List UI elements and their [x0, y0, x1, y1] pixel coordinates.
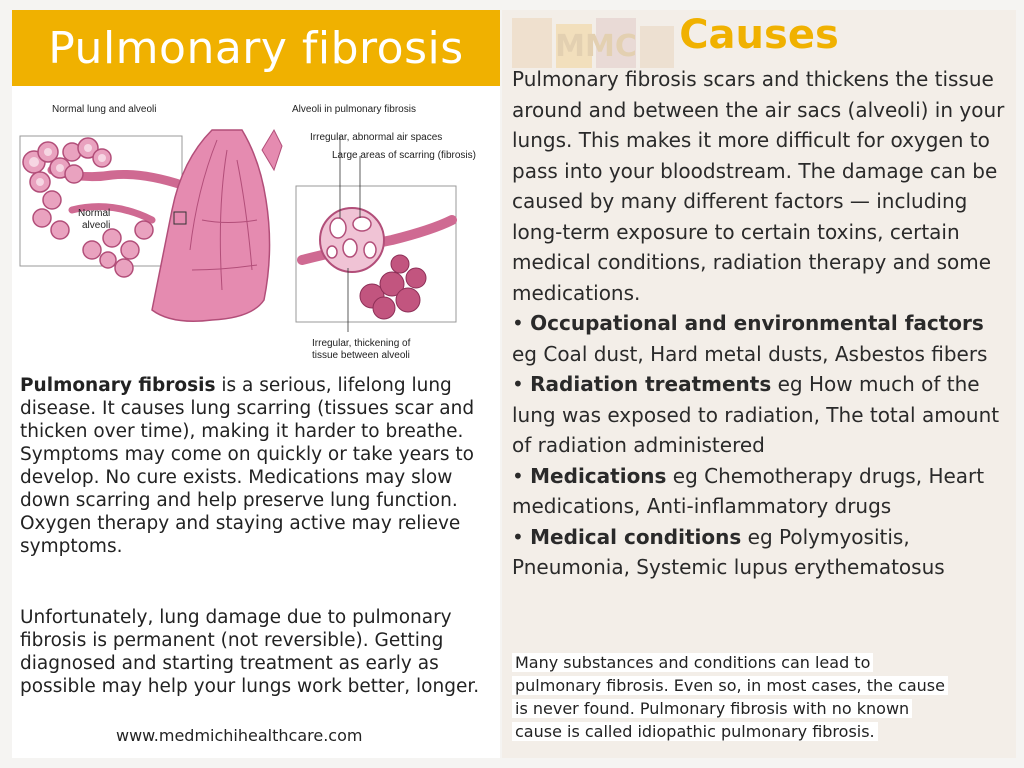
label-thickening-1: Irregular, thickening of — [312, 338, 411, 349]
bullet-occupational — [512, 308, 1014, 369]
website-url: www.medmichihealthcare.com — [116, 726, 363, 745]
bullet-title: Medical conditions — [530, 524, 742, 549]
lung-illustration — [12, 100, 500, 362]
idiopathic-note — [512, 651, 1006, 743]
label-scarring: Large areas of scarring (fibrosis) — [332, 150, 476, 161]
bullet-radiation — [512, 369, 1014, 461]
bullet-marker: • — [512, 463, 531, 488]
bullet-text: eg Chemotherapy drugs, Heart medications, Anti-inflammatory drugs — [512, 463, 985, 518]
right-panel — [502, 10, 1016, 758]
note-line: pulmonary fibrosis. Even so, in most cases, the cause — [512, 676, 948, 695]
bullet-text: eg Polymyositis, Pneumonia, Systemic lupus erythematosus — [512, 524, 945, 579]
bullet-marker: • — [512, 311, 531, 335]
lung-shape — [152, 130, 270, 321]
label-thickening-2: tissue between alveoli — [312, 350, 410, 361]
intro-term: Pulmonary fibrosis — [20, 375, 216, 396]
bullet-medical-conditions — [512, 522, 1014, 583]
bullet-marker: • — [512, 524, 531, 549]
note-line: Many substances and conditions can lead to — [512, 653, 873, 672]
trachea — [262, 130, 282, 170]
left-panel — [12, 10, 500, 758]
label-normal-heading: Normal lung and alveoli — [52, 104, 157, 115]
watermark-text: MMC — [555, 29, 637, 64]
label-irregular-spaces: Irregular, abnormal air spaces — [310, 132, 443, 143]
intro-text: is a serious, lifelong lung disease. It causes lung scarring (tissues scar and thicken over time), making it harder to breathe. Symptoms may come on quickly or take years to develop. No cure exists. Medications may slow down scarring and help preserve lung function. Oxygen therapy and staying active may relieve symptoms. — [20, 375, 475, 557]
label-normal-alveoli-2: alveoli — [82, 220, 111, 231]
page-title: Pulmonary fibrosis — [48, 22, 464, 74]
title-banner — [12, 10, 500, 86]
permanence-paragraph: Unfortunately, lung damage due to pulmonary fibrosis is permanent (not reversible). Getting diagnosed and starting treatment as early as possible may help your lungs work better, longer. — [20, 607, 480, 697]
bullet-text: eg How much of the lung was exposed to radiation, The total amount of radiation administered — [512, 372, 1000, 457]
bullet-title: Occupational and environmental factors — [530, 311, 984, 335]
bullet-title: Medications — [530, 463, 667, 488]
bullet-marker: • — [512, 372, 531, 396]
bullet-text: eg Coal dust, Hard metal dusts, Asbestos fibers — [512, 341, 988, 366]
bullet-title: Radiation treatments — [530, 372, 772, 396]
intro-paragraph — [20, 374, 498, 558]
causes-heading: Causes — [679, 12, 839, 58]
label-fibrosis-heading: Alveoli in pulmonary fibrosis — [292, 104, 416, 115]
label-normal-alveoli-1: Normal — [78, 208, 111, 219]
note-line: is never found. Pulmonary fibrosis with no known — [512, 699, 912, 718]
lung-diagram — [12, 100, 500, 362]
causes-intro: Pulmonary fibrosis scars and thickens the tissue around and between the air sacs (alveoli) in your lungs. This makes it more difficult for oxygen to pass into your bloodstream. The damage can be caused by many different factors — including long-term exposure to certain toxins, certain medical conditions, radiation therapy and some medications. — [512, 67, 1005, 305]
bullet-medications — [512, 461, 1014, 522]
causes-body — [512, 64, 1014, 583]
note-line: cause is called idiopathic pulmonary fibrosis. — [512, 722, 878, 741]
